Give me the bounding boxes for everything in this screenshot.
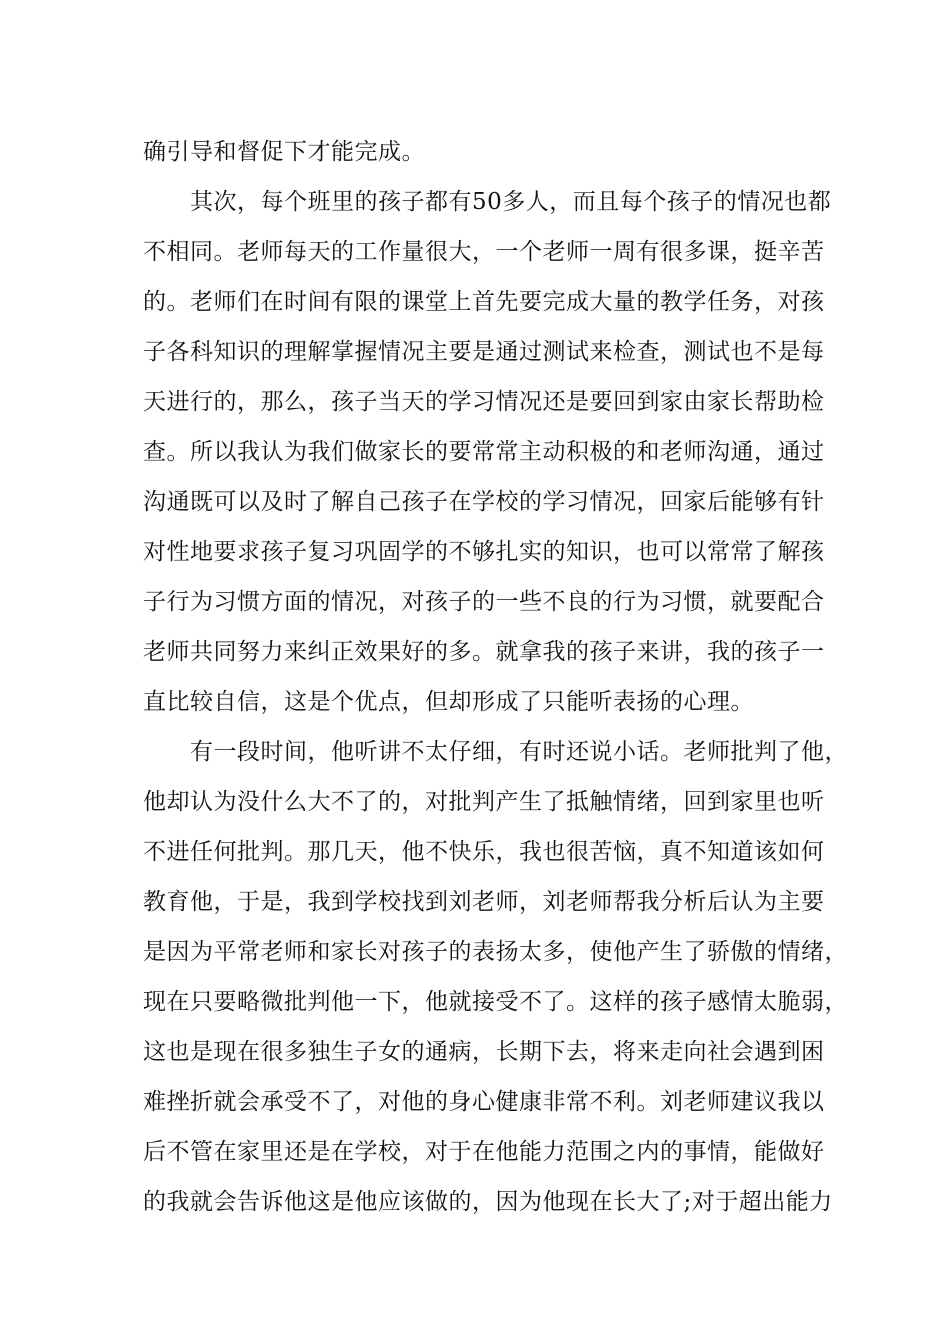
text-line: 对性地要求孩子复习巩固学的不够扎实的知识，也可以常常了解孩	[143, 539, 825, 565]
text-line: 不相同。老师每天的工作量很大，一个老师一周有很多课，挺辛苦	[143, 239, 825, 265]
text-line: 老师共同努力来纠正效果好的多。就拿我的孩子来讲，我的孩子一	[143, 639, 825, 665]
text-line: 确引导和督促下才能完成。	[143, 139, 425, 165]
text-line: 不进任何批判。那几天，他不快乐，我也很苦恼，真不知道该如何	[143, 839, 825, 865]
text-line: 其次，每个班里的孩子都有50多人，而且每个孩子的情况也都	[190, 189, 832, 215]
text-line: 子行为习惯方面的情况，对孩子的一些不良的行为习惯，就要配合	[143, 589, 825, 615]
text-line: 直比较自信，这是个优点，但却形成了只能听表扬的心理。	[143, 689, 754, 715]
text-line: 现在只要略微批判他一下，他就接受不了。这样的孩子感情太脆弱，	[143, 989, 848, 1015]
text-line: 沟通既可以及时了解自己孩子在学校的学习情况，回家后能够有针	[143, 489, 825, 515]
text-line: 后不管在家里还是在学校，对于在他能力范围之内的事情，能做好	[143, 1139, 825, 1165]
text-line: 天进行的，那么，孩子当天的学习情况还是要回到家由家长帮助检	[143, 389, 825, 415]
text-line: 的我就会告诉他这是他应该做的，因为他现在长大了;对于超出能力	[143, 1189, 833, 1215]
text-line: 教育他，于是，我到学校找到刘老师，刘老师帮我分析后认为主要	[143, 889, 825, 915]
text-line: 子各科知识的理解掌握情况主要是通过测试来检查，测试也不是每	[143, 339, 825, 365]
text-line: 这也是现在很多独生子女的通病，长期下去，将来走向社会遇到困	[143, 1039, 825, 1065]
text-line: 是因为平常老师和家长对孩子的表扬太多，使他产生了骄傲的情绪，	[143, 939, 848, 965]
text-line: 难挫折就会承受不了，对他的身心健康非常不利。刘老师建议我以	[143, 1089, 825, 1115]
text-line: 他却认为没什么大不了的，对批判产生了抵触情绪，回到家里也听	[143, 789, 825, 815]
text-line: 查。所以我认为我们做家长的要常常主动积极的和老师沟通，通过	[143, 439, 825, 465]
text-line: 的。老师们在时间有限的课堂上首先要完成大量的教学任务，对孩	[143, 289, 825, 315]
text-line: 有一段时间，他听讲不太仔细，有时还说小话。老师批判了他，	[190, 739, 848, 765]
